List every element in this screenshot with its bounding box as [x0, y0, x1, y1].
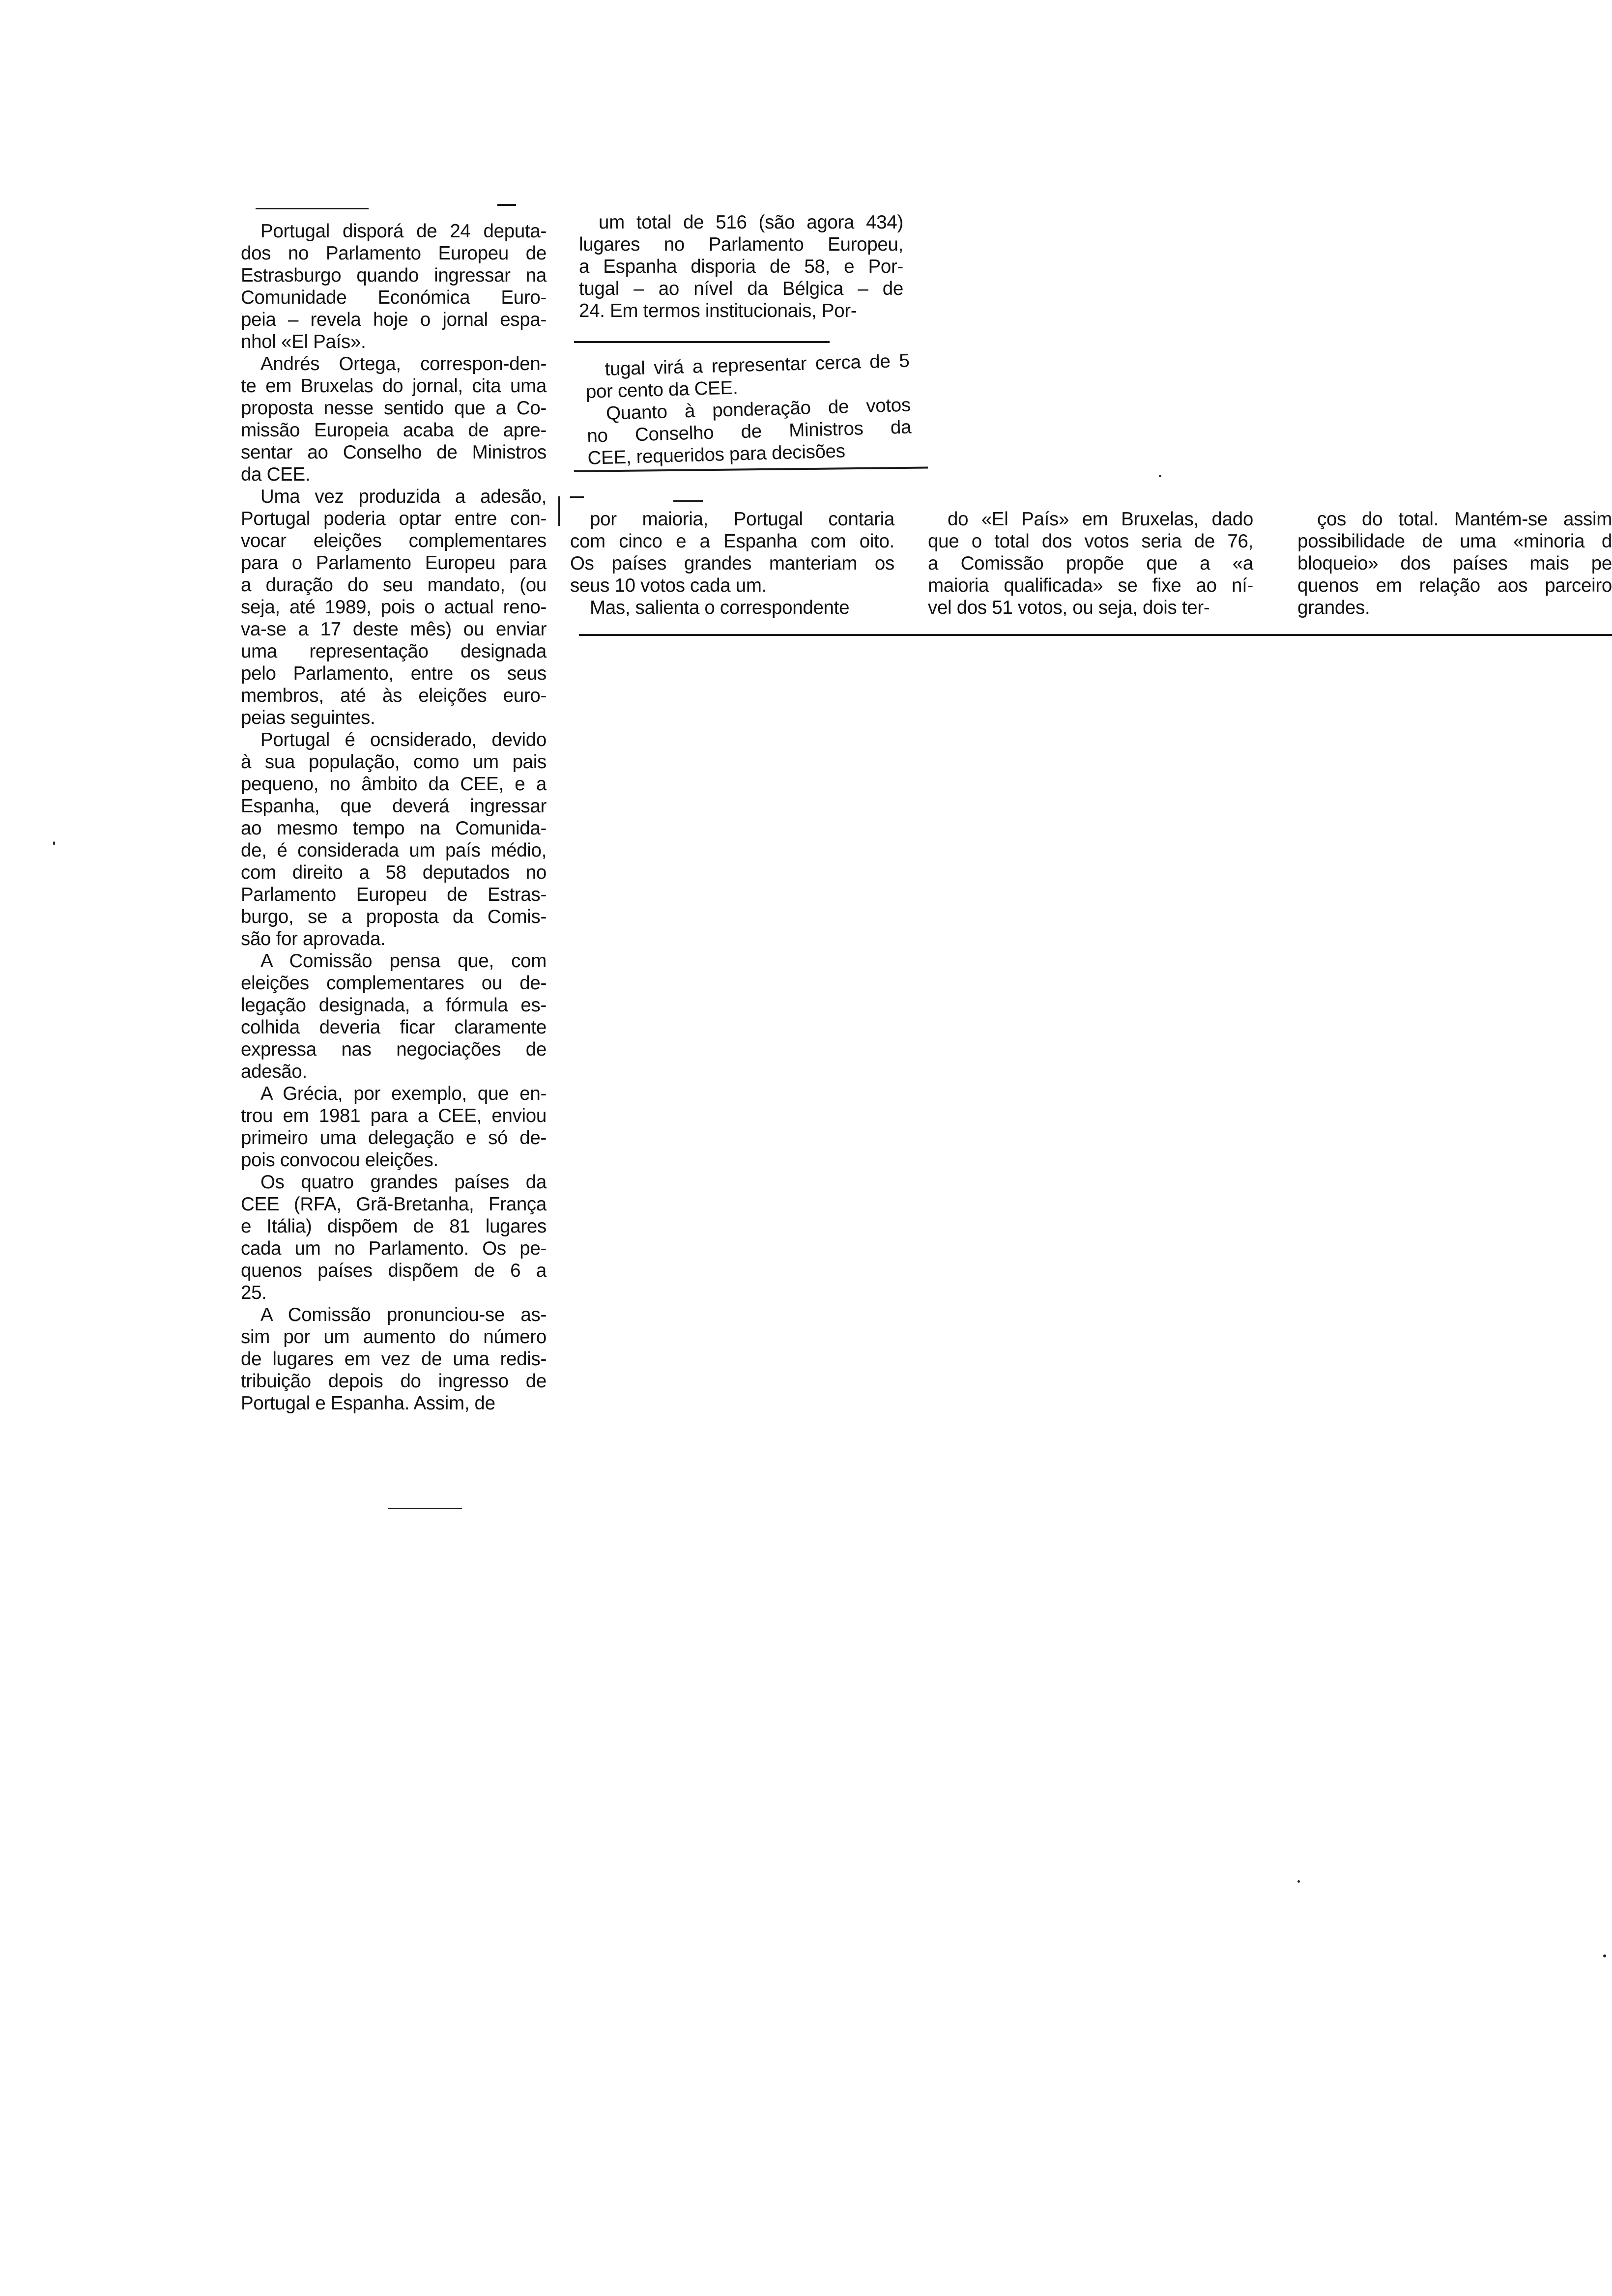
text-line: Portugal poderia optar entre con-	[241, 508, 547, 529]
text-line: burgo, se a proposta da Comis-	[241, 906, 547, 927]
text-line: expressa nas negociações de	[241, 1039, 547, 1060]
text-line: pequeno, no âmbito da CEE, e a	[241, 774, 547, 795]
paragraph	[241, 1304, 547, 1414]
article-column-3	[928, 508, 1253, 619]
paragraph	[586, 394, 913, 469]
paragraph	[241, 1171, 547, 1304]
text-line: de lugares em vez de uma redis-	[241, 1349, 547, 1370]
text-line: peia – revela hoje o jornal espa-	[241, 309, 547, 330]
paragraph	[1297, 508, 1612, 619]
text-line: te em Bruxelas do jornal, cita uma	[241, 375, 547, 397]
text-line: bloqueio» dos países mais pe	[1297, 553, 1612, 574]
text-line: sim por um aumento do número	[241, 1326, 547, 1348]
article-column-4	[1297, 508, 1612, 619]
text-line: com direito a 58 deputados no	[241, 862, 547, 883]
text-line: adesão.	[241, 1061, 307, 1082]
text-line: Mas, salienta o correspondente	[590, 597, 850, 618]
text-line: do «El País» em Bruxelas, dado	[948, 509, 1253, 530]
scan-speck	[1297, 1880, 1300, 1883]
text-line: no Conselho de Ministros da	[586, 416, 912, 447]
text-line: seja, até 1989, pois o actual reno-	[241, 597, 547, 618]
text-line: por cento da CEE.	[585, 377, 738, 402]
text-line: ços do total. Mantém-se assim	[1317, 509, 1612, 530]
text-line: por maioria, Portugal contaria	[590, 509, 894, 530]
paragraph	[570, 597, 894, 619]
text-line: lugares no Parlamento Europeu,	[579, 234, 903, 255]
text-line: tribuição depois do ingresso de	[241, 1371, 547, 1392]
text-line: Comunidade Económica Euro-	[241, 287, 547, 308]
text-line: com cinco e a Espanha com oito.	[570, 531, 894, 552]
text-line: Andrés Ortega, correspon-den-	[260, 353, 547, 374]
text-line: pois convocou eleições.	[241, 1149, 438, 1171]
text-line: A Comissão pronunciou-se as-	[260, 1304, 547, 1325]
text-line: Espanha, que deverá ingressar	[241, 796, 547, 817]
text-line: que o total dos votos seria de 76,	[928, 531, 1253, 552]
vertical-mark	[558, 496, 560, 526]
text-line: uma representação designada	[241, 641, 547, 662]
text-line: A Comissão pensa que, com	[260, 950, 547, 972]
text-line: ao mesmo tempo na Comunida-	[241, 818, 547, 839]
rule-col2-top	[574, 341, 830, 343]
scan-dash-col2	[673, 500, 703, 502]
text-line: Portugal e Espanha. Assim, de	[241, 1393, 495, 1414]
text-line: quenos países dispõem de 6 a	[241, 1260, 547, 1281]
text-line: seus 10 votos cada um.	[570, 575, 767, 596]
article-column-2-middle	[585, 350, 912, 469]
text-line: Portugal é ocnsiderado, devido	[260, 729, 547, 750]
short-dash-col2	[570, 496, 584, 498]
paragraph	[241, 729, 547, 950]
paragraph	[241, 950, 547, 1083]
text-line: possibilidade de uma «minoria d	[1297, 531, 1612, 552]
paragraph	[241, 1083, 547, 1171]
text-line: va-se a 17 deste mês) ou enviar	[241, 619, 547, 640]
text-line: a Espanha disporia de 58, e Por-	[579, 256, 903, 277]
text-line: Quanto à ponderação de votos	[605, 394, 911, 424]
paragraph	[241, 353, 547, 486]
text-line: dos no Parlamento Europeu de	[241, 243, 547, 264]
text-line: colhida deveria ficar claramente	[241, 1017, 547, 1038]
text-line: legação designada, a fórmula es-	[241, 995, 547, 1016]
text-line: eleições complementares ou de-	[241, 973, 547, 994]
text-line: maioria qualificada» se fixe ao ní-	[928, 575, 1253, 596]
scan-speck	[1159, 475, 1161, 477]
text-line: são for aprovada.	[241, 928, 386, 949]
text-line: 24. Em termos institucionais, Por-	[579, 300, 857, 321]
text-line: membros, até às eleições euro-	[241, 685, 547, 706]
text-line: de, é considerada um país médio,	[241, 840, 547, 861]
text-line: peias seguintes.	[241, 707, 375, 728]
text-line: trou em 1981 para a CEE, enviou	[241, 1105, 547, 1126]
text-line: e Itália) dispõem de 81 lugares	[241, 1216, 547, 1237]
rule-bottom	[579, 634, 1612, 636]
text-line: CEE, requeridos para decisões	[587, 440, 846, 469]
bottom-scan-mark	[388, 1508, 462, 1509]
text-line: a Comissão propõe que a «a	[928, 553, 1253, 574]
text-line: Os quatro grandes países da	[260, 1172, 547, 1193]
paragraph	[570, 508, 894, 597]
text-line: vel dos 51 votos, ou seja, dois ter-	[928, 597, 1210, 618]
text-line: CEE (RFA, Grã-Bretanha, França	[241, 1194, 547, 1215]
text-line: Estrasburgo quando ingressar na	[241, 265, 547, 286]
text-line: tugal virá a representar cerca de 5	[604, 350, 910, 380]
paragraph	[579, 211, 903, 322]
text-line: A Grécia, por exemplo, que en-	[260, 1083, 547, 1104]
top-rule-col1	[256, 208, 369, 209]
article-column-2-bottom	[570, 508, 894, 619]
text-line: para o Parlamento Europeu para	[241, 552, 547, 574]
text-line: vocar eleições complementares	[241, 530, 547, 551]
paragraph	[928, 508, 1253, 619]
top-dash-col1	[497, 204, 516, 206]
text-line: proposta nesse sentido que a Co-	[241, 398, 547, 419]
text-line: tugal – ao nível da Bélgica – de	[579, 278, 903, 299]
paragraph	[241, 486, 547, 729]
text-line: a duração do seu mandato, (ou	[241, 574, 547, 596]
article-column-1	[241, 220, 547, 1414]
scan-speck	[53, 841, 55, 845]
text-line: Parlamento Europeu de Estras-	[241, 884, 547, 905]
text-line: Portugal disporá de 24 deputa-	[260, 221, 547, 242]
text-line: um total de 516 (são agora 434)	[599, 212, 903, 233]
text-line: pelo Parlamento, entre os seus	[241, 663, 547, 684]
text-line: da CEE.	[241, 464, 311, 485]
text-line: Uma vez produzida a adesão,	[260, 486, 547, 507]
text-line: quenos em relação aos parceiro	[1297, 575, 1612, 596]
text-line: missão Europeia acaba de apre-	[241, 420, 547, 441]
paragraph	[241, 220, 547, 353]
text-line: grandes.	[1297, 597, 1370, 618]
text-line: primeiro uma delegação e só de-	[241, 1127, 547, 1148]
text-line: cada um no Parlamento. Os pe-	[241, 1238, 547, 1259]
text-line: Os países grandes manteriam os	[570, 553, 894, 574]
article-column-2-top	[579, 211, 903, 322]
text-line: nhol «El País».	[241, 331, 366, 352]
text-line: 25.	[241, 1282, 267, 1303]
text-line: à sua população, como um pais	[241, 751, 547, 773]
scan-speck	[1603, 1954, 1606, 1957]
text-line: sentar ao Conselho de Ministros	[241, 442, 547, 463]
